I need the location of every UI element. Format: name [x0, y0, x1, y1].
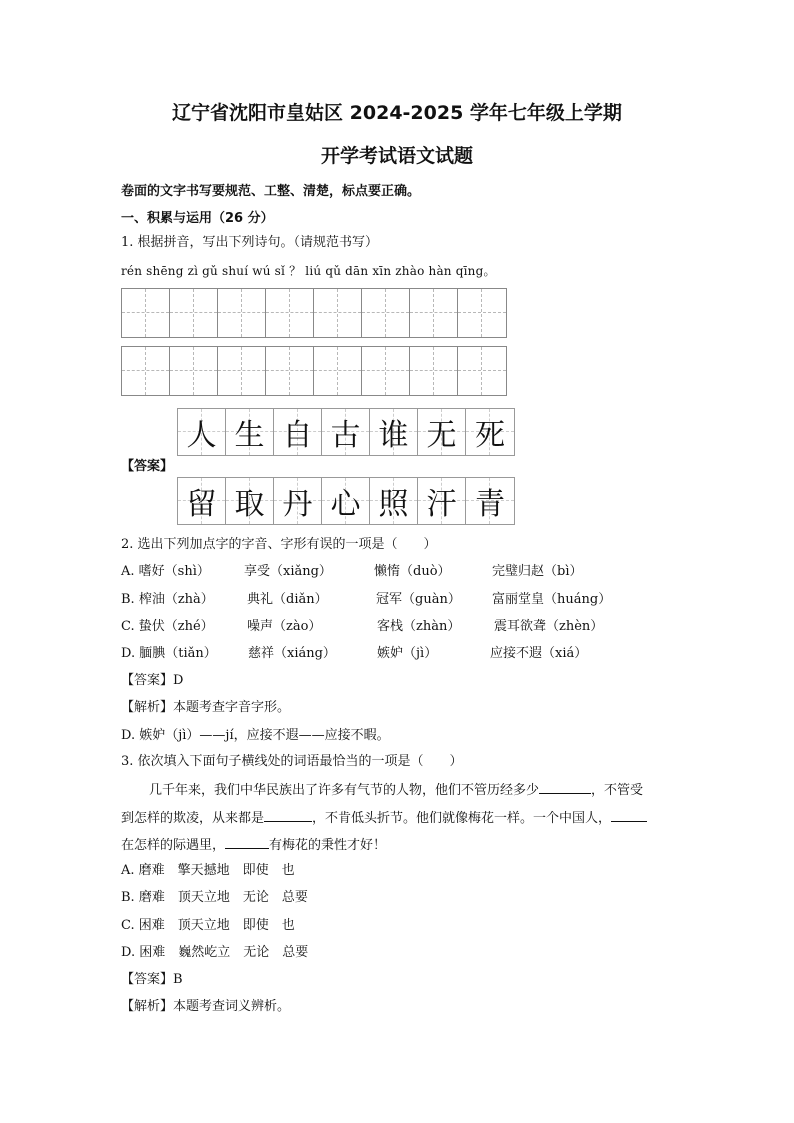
answer-grid-row-1: [177, 408, 515, 456]
q2-option-c-2: 噪声（zào）: [247, 619, 322, 634]
q2-option-a-2: 享受（xiǎng）: [244, 564, 332, 579]
answer-char: 人: [178, 409, 226, 455]
fill-blank-4: [225, 836, 269, 849]
answer-char: 生: [226, 409, 274, 455]
q2-stem: 2. 选出下列加点字的字音、字形有误的一项是（ ）: [121, 537, 437, 552]
page-subtitle: 开学考试语文试题: [320, 145, 473, 167]
q2-option-d-2: 慈祥（xiáng）: [248, 646, 336, 661]
answer-grid-row-2: [177, 477, 515, 525]
q3-analysis: 【解析】本题考查词义辨析。: [121, 999, 291, 1014]
q2-option-a-3: 懒惰（duò）: [374, 564, 451, 579]
fill-blank-3: [611, 809, 647, 822]
q2-option-d-4: 应接不遐（xiá）: [490, 646, 588, 661]
q2-option-d: D. 腼腆（tiǎn）: [121, 646, 217, 661]
q2-option-b: B. 榨油（zhà）: [121, 592, 214, 607]
q3-passage-line-1: 几千年来，我们中华民族出了许多有气节的人物，他们不管历经多少 ，不管受: [149, 783, 644, 798]
section-heading: 一、积累与运用（26 分）: [121, 211, 274, 226]
answer-char: 谁: [370, 409, 418, 455]
answer-char: 青: [466, 478, 514, 524]
fill-blank-2: [264, 809, 312, 822]
q2-analysis: 【解析】本题考查字音字形。: [121, 700, 291, 715]
q2-option-a-4: 完璧归赵（bì）: [492, 564, 583, 579]
q2-option-b-2: 典礼（diǎn）: [247, 592, 328, 607]
q2-option-b-3: 冠军（guàn）: [376, 592, 461, 607]
q2-detail: D. 嫉妒（jì）——jí，应接不遐——应接不暇。: [121, 728, 390, 743]
q3-option-d: D. 困难 巍然屹立 无论 总要: [121, 945, 309, 960]
answer-char: 丹: [274, 478, 322, 524]
notice: 卷面的文字书写要规范、工整、清楚，标点要正确。: [121, 184, 421, 199]
q2-option-d-3: 嫉妒（jì）: [377, 646, 438, 661]
answer-char: 无: [418, 409, 466, 455]
fill-blank-1: [539, 781, 591, 794]
answer-char: 古: [322, 409, 370, 455]
q1-answer-label: 【答案】: [121, 459, 174, 474]
answer-char: 取: [226, 478, 274, 524]
q2-option-b-4: 富丽堂皇（huáng）: [492, 592, 612, 607]
q2-option-c: C. 蛰伏（zhé）: [121, 619, 214, 634]
q2-option-c-4: 震耳欲聋（zhèn）: [494, 619, 604, 634]
q2-answer: 【答案】D: [121, 673, 184, 688]
q1-pinyin: rén shēng zì gǔ shuí wú sǐ ？ liú qǔ dān xīn zhào hàn qīng。: [121, 264, 496, 278]
writing-grid-row-1: [121, 288, 507, 338]
q3-option-b: B. 磨难 顶天立地 无论 总要: [121, 890, 308, 905]
q1-stem: 1. 根据拼音，写出下列诗句。（请规范书写）: [121, 235, 379, 250]
q2-option-c-3: 客栈（zhàn）: [377, 619, 461, 634]
answer-char: 留: [178, 478, 226, 524]
writing-grid-row-2: [121, 346, 507, 396]
page-title: 辽宁省沈阳市皇姑区 2024-2025 学年七年级上学期: [172, 102, 622, 124]
q3-passage-line-3: 在怎样的际遇里， 有梅花的秉性才好！: [121, 838, 387, 853]
q2-option-a: A. 嗜好（shì）: [121, 564, 210, 579]
answer-char: 心: [322, 478, 370, 524]
q3-answer: 【答案】B: [121, 972, 183, 987]
answer-char: 死: [466, 409, 514, 455]
answer-char: 汗: [418, 478, 466, 524]
answer-char: 照: [370, 478, 418, 524]
q3-option-c: C. 困难 顶天立地 即使 也: [121, 918, 295, 933]
q3-passage-line-2: 到怎样的欺凌，从来都是 ，不肯低头折节。他们就像梅花一样。一个中国人，: [121, 809, 647, 827]
q3-stem: 3. 依次填入下面句子横线处的词语最恰当的一项是（ ）: [121, 754, 463, 769]
q3-option-a: A. 磨难 擎天撼地 即使 也: [121, 863, 295, 878]
answer-char: 自: [274, 409, 322, 455]
